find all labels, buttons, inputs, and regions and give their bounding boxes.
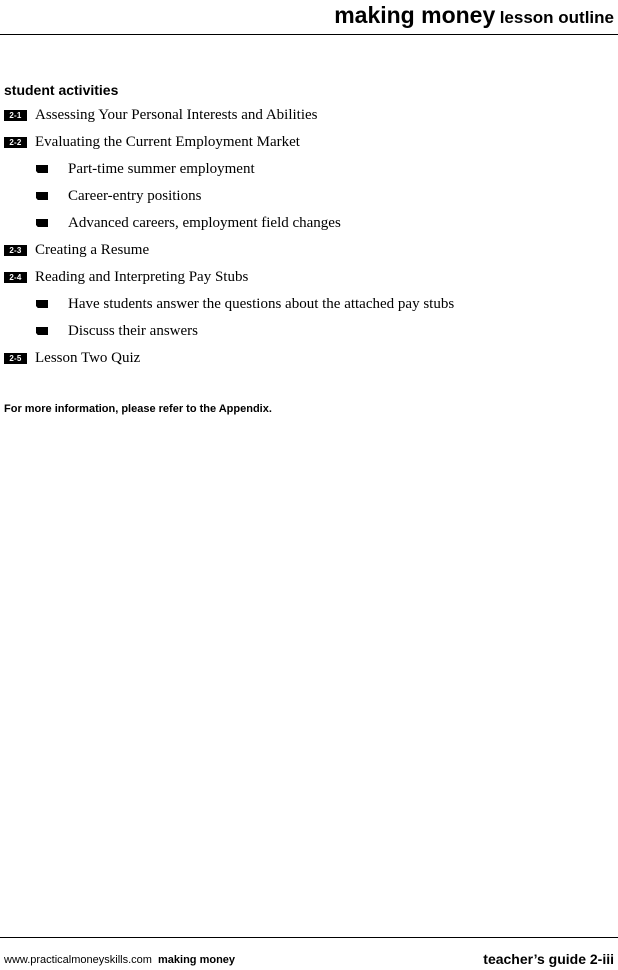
bullet-icon	[36, 165, 48, 173]
page-header	[0, 0, 618, 36]
sub-item	[36, 322, 198, 340]
sub-item-label: Discuss their answers	[68, 322, 198, 339]
page-footer	[0, 937, 618, 970]
sub-item	[36, 214, 341, 232]
sub-item-label: Part-time summer employment	[68, 160, 255, 177]
header-subtitle: lesson outline	[499, 8, 614, 27]
bullet-icon	[36, 219, 48, 227]
sub-item	[36, 160, 255, 178]
footer-website: www.practicalmoneyskills.com	[4, 954, 152, 966]
footer-page-label: teacher’s guide 2-iii	[483, 951, 614, 967]
footer-left	[4, 954, 235, 966]
sub-item	[36, 187, 201, 205]
activity-badge: 2-1	[4, 110, 27, 121]
appendix-note: For more information, please refer to the Appendix.	[4, 403, 272, 415]
header-title	[334, 2, 614, 29]
footer-brand: making money	[158, 954, 236, 966]
activity-item	[4, 349, 140, 367]
footer-divider	[0, 937, 618, 938]
activity-badge: 2-4	[4, 272, 27, 283]
section-heading: student activities	[4, 82, 119, 98]
bullet-icon	[36, 192, 48, 200]
activity-label: Reading and Interpreting Pay Stubs	[35, 268, 249, 285]
sub-item-label: Have students answer the questions about the attached pay stubs	[68, 295, 455, 312]
activity-label: Evaluating the Current Employment Market	[35, 133, 300, 150]
bullet-icon	[36, 327, 48, 335]
activity-badge: 2-2	[4, 137, 27, 148]
activity-badge: 2-5	[4, 353, 27, 364]
activity-item	[4, 268, 248, 286]
activity-label: Assessing Your Personal Interests and Abilities	[35, 106, 318, 123]
sub-item-label: Advanced careers, employment field changes	[68, 214, 341, 231]
sub-item-label: Career-entry positions	[68, 187, 202, 204]
activity-badge: 2-3	[4, 245, 27, 256]
activity-label: Lesson Two Quiz	[35, 349, 141, 366]
activity-item	[4, 241, 149, 259]
header-main-title: making money	[334, 2, 496, 28]
header-divider	[0, 34, 618, 35]
bullet-icon	[36, 300, 48, 308]
activity-item	[4, 106, 318, 124]
sub-item	[36, 295, 454, 313]
activity-item	[4, 133, 300, 151]
activity-label: Creating a Resume	[35, 241, 150, 258]
